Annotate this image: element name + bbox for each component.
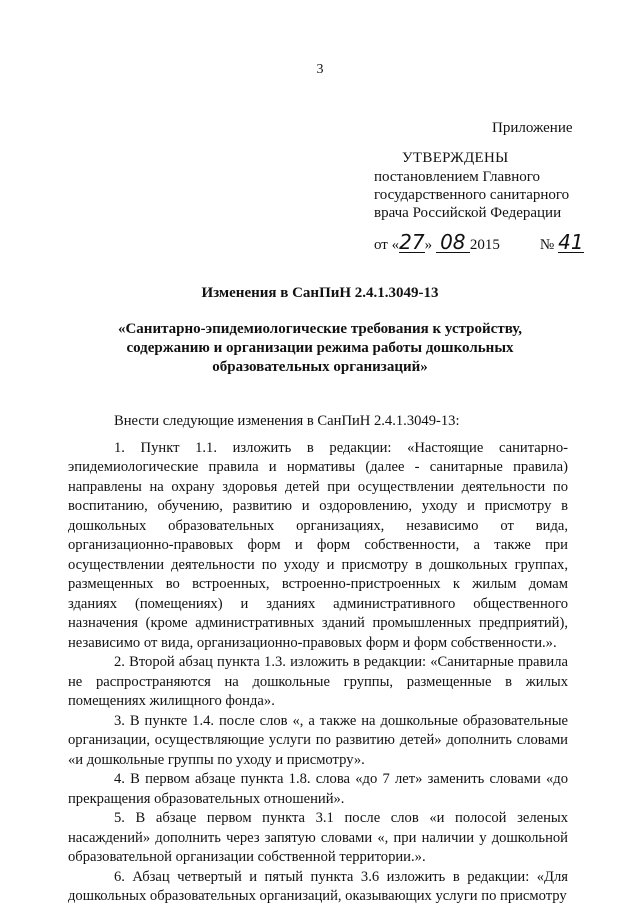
intro-paragraph: Внести следующие изменения в СанПиН 2.4.1.3049-13: — [114, 413, 460, 429]
paragraph-1: 1. Пункт 1.1. изложить в редакции: «Настоящие санитарно-эпидемиологические правила и нормативы (далее - санитарные правила) направлены на охрану здоровья детей при осуществлении деятельности по воспитанию, обучению, развитию и оздоровлению, уходу и присмотру в дошкольных образовательных организациях, независимо от вида, организационно-правовых форм и форм собственности, а также при осуществлении деятельности по уходу и присмотру в дошкольных группах, размещенных во встроенных, встроенно-пристроенных к жилым домам зданиях (помещениях) и зданиях административного общественного назначения (кроме административных зданий промышленных предприятий), независимо от вида, организационно-правовых форм и форм собственности.». — [68, 439, 568, 651]
approval-line-3: врача Российской Федерации — [374, 205, 562, 221]
approval-heading: УТВЕРЖДЕНЫ — [402, 150, 509, 166]
approval-line-2: государственного санитарного — [374, 187, 570, 203]
handwritten-day: 27 — [399, 230, 425, 254]
date-year: 2015 — [469, 237, 500, 253]
date-quote-close: » — [424, 237, 433, 253]
paragraph-6: 6. Абзац четвертый и пятый пункта 3.6 изложить в редакции: «Для дошкольных образовательных организаций, оказывающих услуги по присмотру — [68, 868, 568, 904]
approval-date-line — [374, 232, 584, 254]
number-label: № — [539, 237, 555, 253]
handwritten-month: 08 — [436, 232, 470, 253]
document-title: Изменения в СанПиН 2.4.1.3049-13 — [201, 285, 439, 301]
handwritten-number: 41 — [558, 230, 584, 254]
document-subtitle: «Санитарно-эпидемиологические требования к устройству, содержанию и организации режима работы дошкольных образовательных организаций» — [117, 321, 523, 375]
approval-line-1: постановлением Главного — [374, 169, 541, 185]
paragraph-4: 4. В первом абзаце пункта 1.8. слова «до 7 лет» заменить словами «до прекращения образовательных отношений». — [68, 771, 568, 807]
document-body — [68, 412, 568, 907]
appendix-label: Приложение — [492, 120, 573, 136]
paragraph-5: 5. В абзаце первом пункта 3.1 после слов «и полосой зеленых насаждений» дополнить через запятую словами «, при наличии у дошкольной образовательной организации собственной территории.». — [68, 810, 568, 865]
date-prefix: от « — [374, 237, 400, 253]
paragraph-2: 2. Второй абзац пункта 1.3. изложить в редакции: «Санитарные правила не распространяются на дошкольные группы, размещенные в жилых помещениях жилищного фонда». — [68, 654, 568, 709]
page-number: 3 — [316, 62, 324, 77]
paragraph-3: 3. В пункте 1.4. после слов «, а также на дошкольные образовательные организации, осуществляющие услуги по развитию детей» дополнить словами «и дошкольные группы по уходу и присмотру». — [68, 712, 568, 768]
